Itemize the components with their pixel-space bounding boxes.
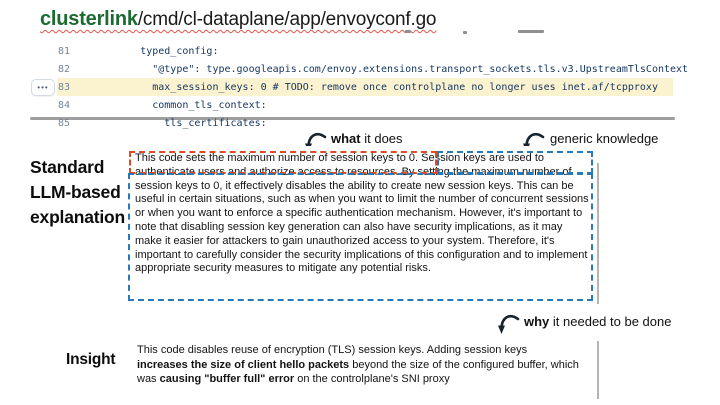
generic-knowledge-label (550, 131, 658, 146)
code-line-highlighted (30, 78, 712, 96)
insight-heading: Insight (66, 351, 116, 368)
what-label-rest: it does (360, 131, 403, 146)
why-label (524, 314, 671, 329)
code-line (30, 42, 712, 60)
cropped-text-remnant (463, 31, 467, 34)
file-path: /cmd/cl-dataplane/app/envoyconf.go (137, 9, 437, 30)
insight-card-shadow (597, 341, 599, 399)
line-actions-ellipsis-button[interactable]: ••• (31, 79, 55, 96)
code-line-text: common_tls_context: (80, 99, 267, 111)
line-number: 81 (57, 45, 70, 57)
explanation-card-shadow (597, 163, 599, 304)
line-number: 83 (57, 81, 70, 93)
insight-part-bold: increases the size of client hello packets (137, 358, 350, 371)
insight-text (137, 343, 579, 387)
insight-part: beyond the size of the configured buffer, which was (137, 358, 579, 386)
explanation-text: This code sets the maximum number of session keys to 0. Session keys are used to authenticate users and authorize access to resources. By setting the maximum number of session keys to 0, it effectively disables the ability to create new session keys. This can be useful in certain situations, such as when you want to limit the number of concurrent sessions or when you want to enforce a specific authentication mechanism. However, it's important to note that disabling session key generation can also have security implications, as it may make it easier for attackers to gain unauthorized access to your system. Therefore, it's important to carefully consider the security implications of this configuration and to implement appropriate security measures to mitigate any potential risks. (135, 152, 589, 275)
why-label-bold: why (524, 314, 550, 329)
why-label-rest: it needed to be done (549, 314, 672, 329)
code-line-text: tls_certificates: (80, 117, 267, 129)
file-path-title (40, 8, 436, 31)
code-line-text: max_session_keys: 0 # TODO: remove once controlplane no longer uses inet.af/tcpproxy (80, 81, 658, 93)
cropped-text-remnant (518, 30, 544, 33)
curved-arrow-icon (496, 312, 520, 336)
line-number: 85 (57, 117, 70, 129)
code-line (30, 96, 712, 114)
insight-part: This code disables reuse of encryption (TLS) session keys. Adding session keys (137, 344, 528, 356)
what-it-does-label (331, 131, 403, 146)
code-line (30, 60, 712, 78)
code-snippet-panel (30, 37, 712, 129)
insight-part-bold: causing "buffer full" error (159, 373, 295, 386)
generic-knowledge-text: generic knowledge (550, 131, 659, 146)
line-number: 84 (57, 99, 70, 111)
cropped-text-remnant (405, 30, 411, 33)
what-label-bold: what (331, 131, 361, 146)
code-line-text: typed_config: (80, 45, 219, 57)
line-number: 82 (57, 63, 70, 75)
standard-explanation-heading: Standard LLM-based explanation (30, 157, 126, 227)
insight-part: on the controlplane's SNI proxy (294, 373, 450, 386)
code-line-text: "@type": type.googleapis.com/envoy.extensions.transport_sockets.tls.v3.UpstreamTlsContext (80, 63, 689, 75)
repo-name: clusterlink (40, 8, 138, 30)
